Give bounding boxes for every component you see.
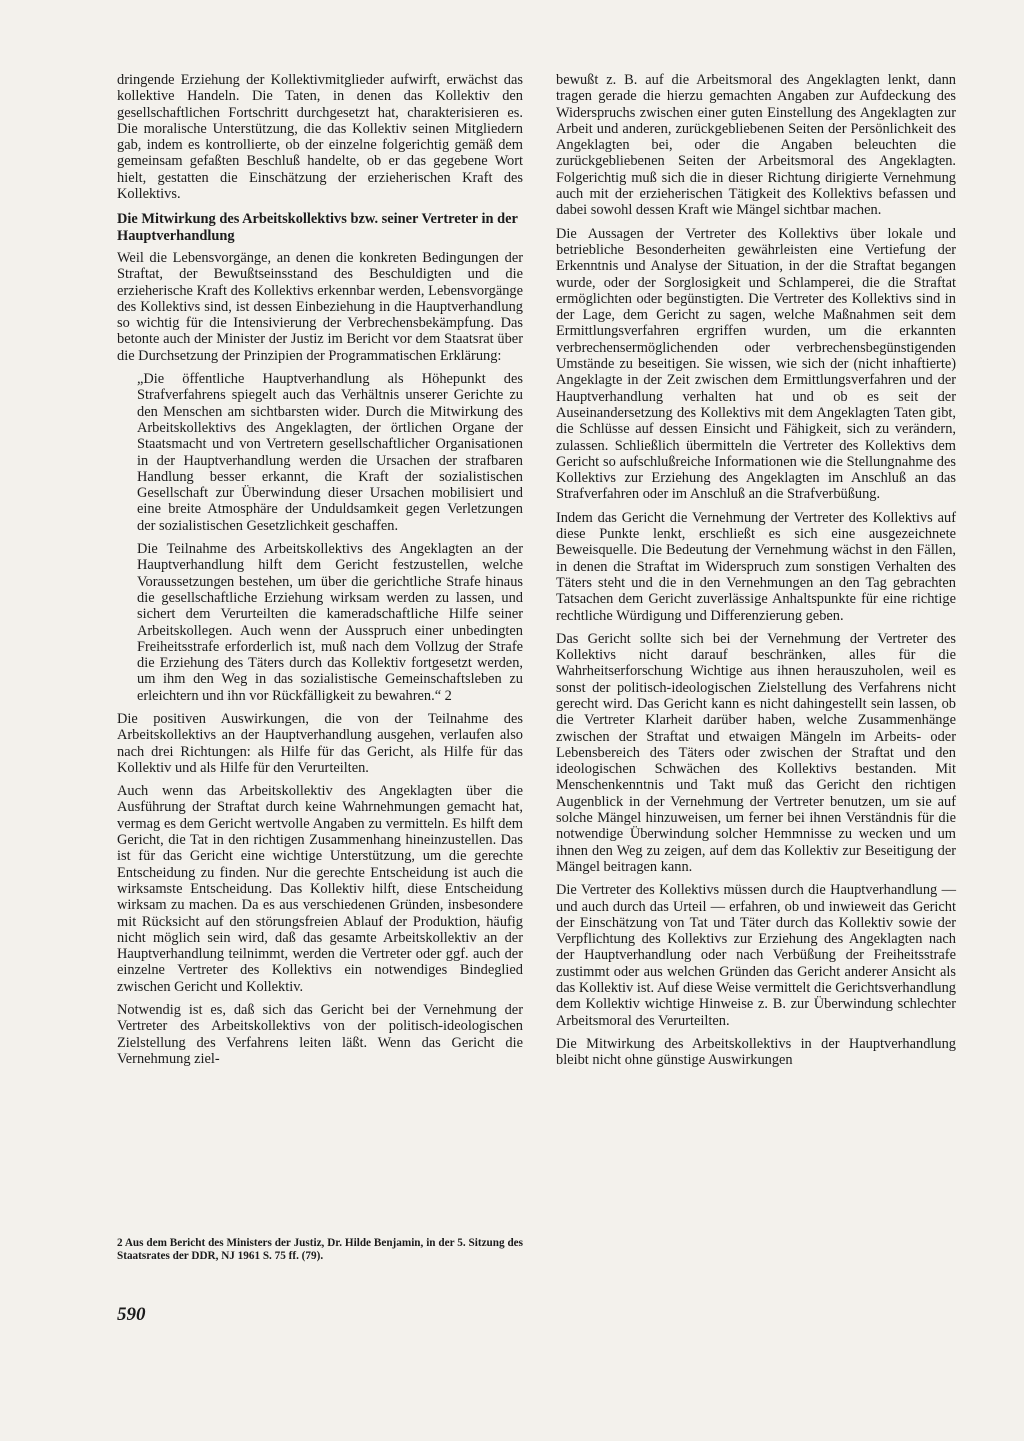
paragraph: Weil die Lebensvorgänge, an denen die konkreten Bedingungen der Straftat, der Bewußtseinsstand des Beschuldigten und die erzieherische Kraft des Kollektivs erkennbar werden, Lebensvorgänge des Kollektivs sind, ist dessen Einbeziehung in die Hauptverhandlung so wichtig für die Intensivierung der Verbrechensbekämpfung. Das betonte auch der Minister der Justiz im Bericht vor dem Staatsrat über die Durchsetzung der Prinzipien der Programmatischen Erklärung: [117, 249, 523, 364]
section-heading: Die Mitwirkung des Arbeitskollektivs bzw. seiner Vertreter in der Hauptverhandlung [117, 211, 518, 244]
page-number: 590 [117, 1304, 146, 1325]
paragraph: Die Vertreter des Kollektivs müssen durch die Hauptverhandlung — und auch durch das Urteil — erfahren, ob und inwieweit das Gericht der Einschätzung von Tat und Täter durch das Kollektiv sowie der Verpflichtung des Kollektivs zur Erziehung des Angeklagten nach der Hauptverhandlung oder nach Verbüßung der Freiheitsstrafe zustimmt oder aus welchen Gründen das Gericht anderer Ansicht als das Kollektiv ist. Auf diese Weise vermittelt die Gerichtsverhandlung dem Kollektiv wichtige Hinweise z. B. zur Überwindung schlechter Arbeitsmoral des Verurteilten. [556, 882, 956, 1029]
paragraph: Die Aussagen der Vertreter des Kollektivs über lokale und betriebliche Besonderheiten gewährleisten eine Vertiefung der Erkenntnis und Analyse der Situation, in der die Straftat begangen wurde, oder der Sorglosigkeit und Schlamperei, die die Straftat ermöglichten oder begünstigten. Die Vertreter des Kollektivs sind in der Lage, dem Gericht zu sagen, welche Maßnahmen seit dem Ermittlungsverfahren ergriffen wurden, um die erkannten verbrechensermöglichenden oder verbrechensbegünstigenden Umstände zu beseitigen. Sie wissen, wie sich der (nicht inhaftierte) Angeklagte in der Zeit zwischen dem Ermittlungsverfahren und der Hauptverhandlung verhalten hat und ob es seit der Auseinandersetzung des Kollektivs mit dem Angeklagten Taten gibt, die Schlüsse auf dessen Einsicht und Fähigkeit, sich zu verändern, zulassen. Schließlich übermitteln die Vertreter des Kollektivs dem Gericht so aufschlußreiche Informationen wie die Stellungnahme des Kollektivs zur Erziehung des Angeklagten im Anschluß an das Strafverfahren oder im Anschluß an die Strafverbüßung. [556, 225, 956, 503]
paragraph: Die positiven Auswirkungen, die von der Teilnahme des Arbeitskollektivs an der Hauptverhandlung ausgehen, verlaufen also nach drei Richtungen: als Hilfe für das Gericht, als Hilfe für das Kollektiv und als Hilfe für den Verurteilten. [117, 710, 523, 776]
quote-paragraph: „Die öffentliche Hauptverhandlung als Höhepunkt des Strafverfahrens spiegelt auch das Verhältnis unserer Gerichte zu den Menschen am sichtbarsten wider. Durch die Mitwirkung des Arbeitskollektivs des Angeklagten, der örtlichen Organe der Staatsmacht und von Vertretern gesellschaftlicher Organisationen in der Hauptverhandlung werden die Ursachen der strafbaren Handlung besser erkannt, die Kraft der sozialistischen Gesellschaft zur Überwindung dieser Ursachen mobilisiert und eine breite Atmosphäre der Unduldsamkeit gegen Verletzungen der sozialistischen Gesetzlichkeit geschaffen. [137, 371, 523, 534]
paragraph: Indem das Gericht die Vernehmung der Vertreter des Kollektivs auf diese Punkte lenkt, erschließt es sich eine ausgezeichnete Beweisquelle. Die Bedeutung der Vernehmung wächst in den Fällen, in denen die Straftat im Widerspruch zum sonstigen Verhalten des Täters steht und die in den Vernehmungen an den Tag gebrachten Tatsachen dem Gericht zuverlässige Anhaltspunkte für eine richtige rechtliche Würdigung und Differenzierung geben. [556, 509, 956, 624]
footnote: 2 Aus dem Bericht des Ministers der Justiz, Dr. Hilde Benjamin, in der 5. Sitzung des Staatsrates der DDR, NJ 1961 S. 75 ff. (79). [117, 1237, 523, 1262]
quote-paragraph: Die Teilnahme des Arbeitskollektivs des Angeklagten an der Hauptverhandlung hilft dem Gericht festzustellen, welche Voraussetzungen bestehen, um über die gerichtliche Strafe hinaus die gesellschaftliche Erziehung wirksam werden zu lassen, und sichert dem Verurteilten die kameradschaftliche Hilfe seiner Arbeitskollegen. Auch wenn der Ausspruch einer unbedingten Freiheitsstrafe erforderlich ist, muß nach dem Vollzug der Strafe die Erziehung des Täters durch das Kollektiv fortgesetzt werden, um ihm den Weg in das sozialistische Gemeinschaftsleben zu erleichtern und ihn vor Rückfälligkeit zu bewahren.“ 2 [137, 541, 523, 704]
paragraph: Die Mitwirkung des Arbeitskollektivs in der Hauptverhandlung bleibt nicht ohne günstige Auswirkungen [556, 1035, 956, 1069]
paragraph: Auch wenn das Arbeitskollektiv des Angeklagten über die Ausführung der Straftat durch keine Wahrnehmungen gemacht hat, vermag es dem Gericht wertvolle Angaben zu vermitteln. Es hilft dem Gericht, die Tat in den richtigen Zusammenhang hineinzustellen. Das ist für das Gericht eine wichtige Unterstützung, um die gerechte Entscheidung zu finden. Nur die gerechte Entscheidung ist auch die wirksamste Entscheidung. Das Kollektiv hilft, diese Entscheidung wirksam zu machen. Da es aus verschiedenen Gründen, insbesondere mit Rücksicht auf den störungsfreien Ablauf der Produktion, häufig nicht möglich sein wird, daß das gesamte Arbeitskollektiv an der Hauptverhandlung teilnimmt, werden die Vertreter oder ggf. auch der einzelne Vertreter des Kollektivs ein notwendiges Bindeglied zwischen Gericht und Kollektiv. [117, 783, 523, 995]
paragraph: Das Gericht sollte sich bei der Vernehmung der Vertreter des Kollektivs nicht darauf beschränken, alles für die Wahrheitserforschung Wichtige aus ihnen herauszuholen, weil es sonst der politisch-ideologischen Zielstellung des Verfahrens nicht gerecht wird. Das Gericht kann es nicht dahingestellt sein lassen, ob die Vertreter Klarheit darüber haben, welche Zusammenhänge zwischen der Straftat und etwaigen Mängeln im Arbeits- oder Lebensbereich des Täters oder zwischen der Straftat und den ideologischen Schwächen des Kollektivs bestanden. Mit Menschenkenntnis und Takt muß das Gericht den richtigen Augenblick in der Vernehmung der Vertreter benutzen, um sie auf solche Mängel hinzuweisen, um ferner bei ihnen Verständnis für die notwendige Überwindung solcher Hemmnisse zu wecken und um ihnen den Weg zu zeigen, auf dem das Kollektiv zur Beseitigung der Mängel beitragen kann. [556, 630, 956, 875]
paragraph: dringende Erziehung der Kollektivmitglieder aufwirft, erwächst das kollektive Handeln. Die Taten, in denen das Kollektiv den gesellschaftlichen Fortschritt durchgesetzt hat, charakterisieren es. Die moralische Unterstützung, die das Kollektiv seinen Mitgliedern gab, indem es kontrollierte, ob der einzelne folgerichtig gemäß dem gemeinsam gefaßten Beschluß handelte, ob er das gegebene Wort hielt, gestatten die Einschätzung der erzieherischen Kraft des Kollektivs. [117, 72, 523, 203]
right-column [556, 72, 956, 1076]
paragraph: bewußt z. B. auf die Arbeitsmoral des Angeklagten lenkt, dann tragen gerade die hierzu gemachten Angaben zur Aufdeckung des Widerspruchs zwischen einer guten Einstellung des Angeklagten zur Arbeit und anderen, zurückgebliebenen Seiten der Persönlichkeit des Angeklagten bei, oder die Angaben beleuchten die zurückgebliebenen Seiten der Arbeitsmoral des Angeklagten. Folgerichtig muß sich die in dieser Richtung dirigierte Vernehmung auch mit der erzieherischen Tätigkeit des Kollektivs befassen und dabei sowohl dessen Kraft wie Mängel sichtbar machen. [556, 72, 956, 219]
paragraph: Notwendig ist es, daß sich das Gericht bei der Vernehmung der Vertreter des Arbeitskollektivs von der politisch-ideologischen Zielstellung des Verfahrens leiten läßt. Wenn das Gericht die Vernehmung ziel- [117, 1002, 523, 1067]
left-column [117, 72, 523, 1074]
